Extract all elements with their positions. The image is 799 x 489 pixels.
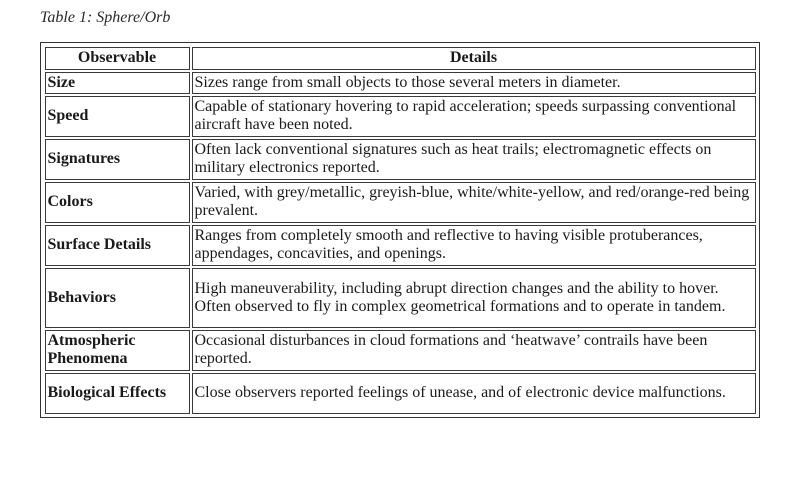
table-row: [45, 268, 756, 328]
details-cell: Often lack conventional signatures such as heat trails; electromagnetic effects on military electronics reported.: [192, 139, 756, 180]
details-cell: Close observers reported feelings of unease, and of electronic device malfunctions.: [192, 373, 756, 414]
details-cell: Ranges from completely smooth and reflective to having visible protuberances, appendages, concavities, and openings.: [192, 225, 756, 266]
table-row: [45, 139, 756, 180]
observable-cell: Surface Details: [45, 225, 190, 266]
table-frame: [40, 42, 760, 418]
header-details: Details: [192, 47, 756, 70]
details-cell: High maneuverability, including abrupt direction changes and the ability to hover. Often observed to fly in complex geometrical formations and to operate in tandem.: [192, 268, 756, 328]
details-cell: Capable of stationary hovering to rapid acceleration; speeds surpassing conventional aircraft have been noted.: [192, 96, 756, 137]
observable-cell: Behaviors: [45, 268, 190, 328]
observable-cell: Atmospheric Phenomena: [45, 330, 190, 371]
observable-cell: Biological Effects: [45, 373, 190, 414]
table-row: [45, 72, 756, 94]
observable-cell: Size: [45, 72, 190, 94]
header-observable: Observable: [45, 47, 190, 70]
table-row: [45, 96, 756, 137]
details-cell: Occasional disturbances in cloud formations and ‘heatwave’ contrails have been reported.: [192, 330, 756, 371]
table-row: [45, 373, 756, 414]
table-row: [45, 330, 756, 371]
observables-table: [43, 45, 758, 416]
table-row: [45, 225, 756, 266]
details-cell: Varied, with grey/metallic, greyish-blue, white/white-yellow, and red/orange-red being prevalent.: [192, 182, 756, 223]
details-cell: Sizes range from small objects to those several meters in diameter.: [192, 72, 756, 94]
observable-cell: Colors: [45, 182, 190, 223]
table-caption: Table 1: Sphere/Orb: [40, 9, 171, 26]
header-row: [45, 47, 756, 70]
observable-cell: Speed: [45, 96, 190, 137]
observable-cell: Signatures: [45, 139, 190, 180]
table-row: [45, 182, 756, 223]
